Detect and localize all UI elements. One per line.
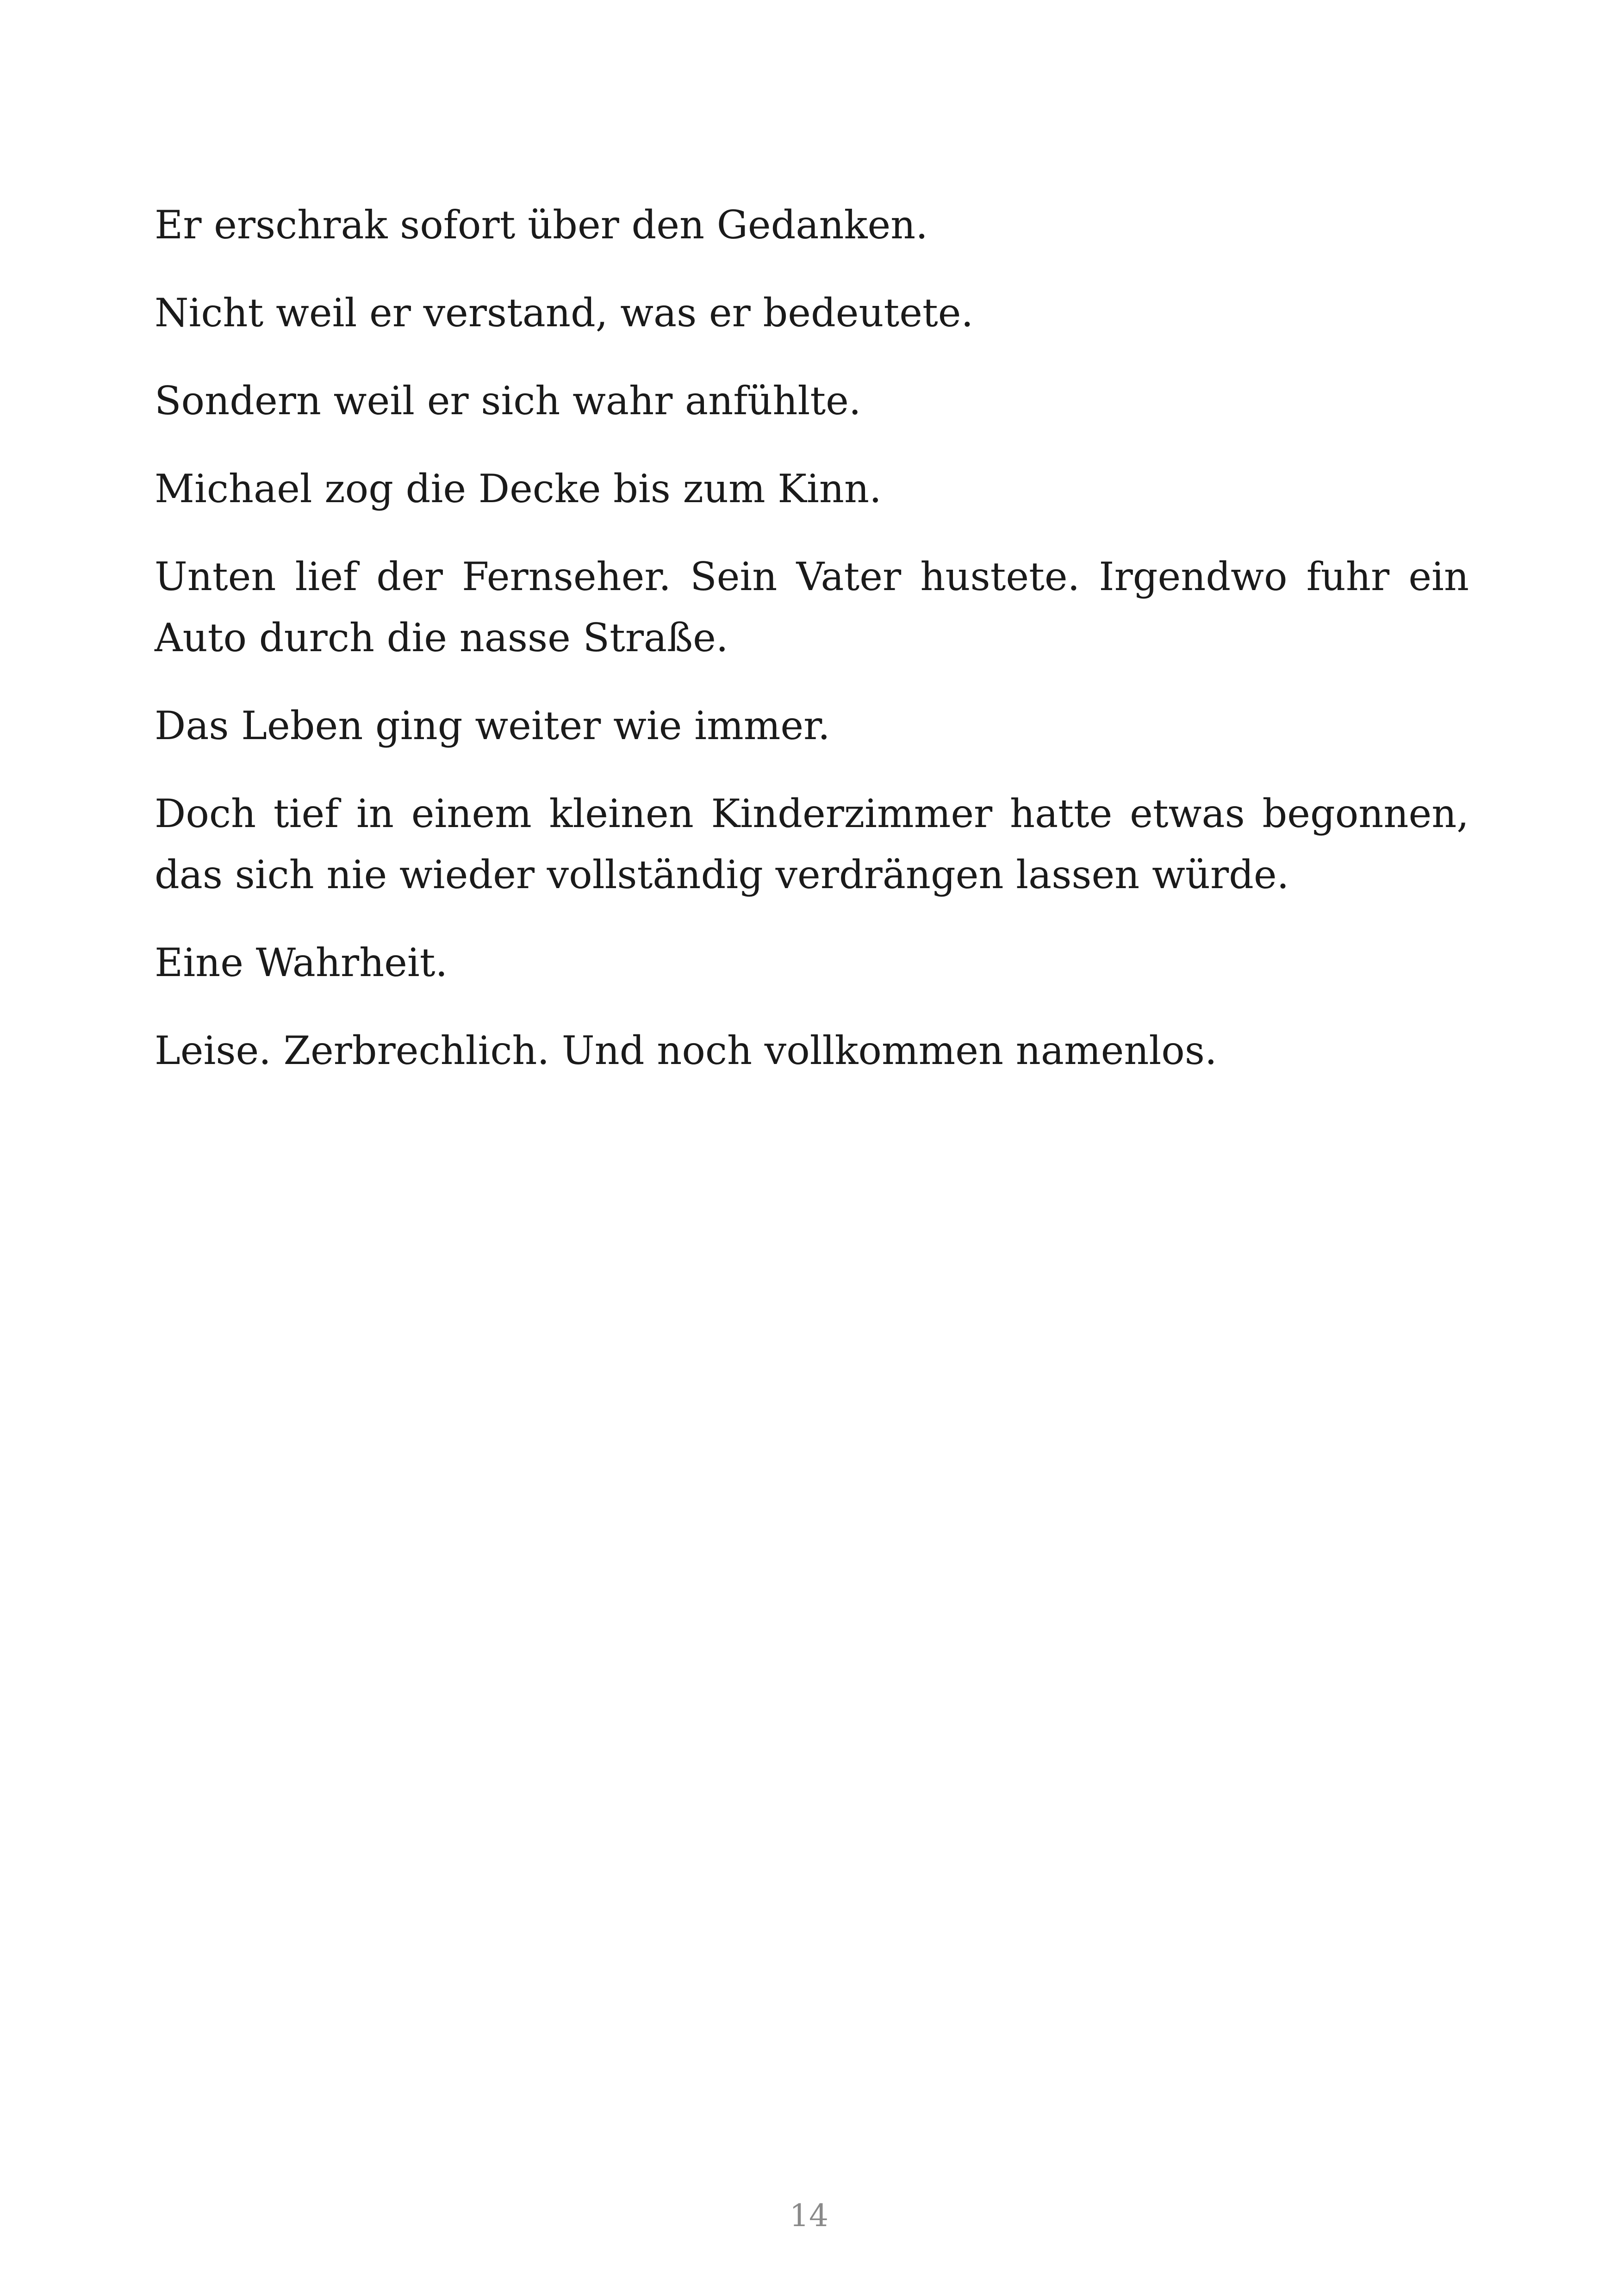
paragraph: Doch tief in einem kleinen Kinderzimmer hatte etwas begonnen, das sich nie wieder vollständig verdrängen lassen würde. xyxy=(155,791,1469,897)
paragraph: Sondern weil er sich wahr anfühlte. xyxy=(155,378,861,423)
paragraph: Das Leben ging weiter wie immer. xyxy=(155,703,830,748)
page-number: 14 xyxy=(790,2198,828,2234)
paragraph: Nicht weil er verstand, was er bedeutete. xyxy=(155,290,974,336)
paragraph: Leise. Zerbrechlich. Und noch vollkommen namenlos. xyxy=(155,1028,1217,1073)
paragraph: Unten lief der Fernseher. Sein Vater hustete. Irgendwo fuhr ein Auto durch die nasse Straße. xyxy=(155,554,1469,660)
paragraph: Eine Wahrheit. xyxy=(155,940,448,985)
paragraph: Er erschrak sofort über den Gedanken. xyxy=(155,202,928,248)
body-text xyxy=(155,194,1469,1108)
paragraph: Michael zog die Decke bis zum Kinn. xyxy=(155,466,882,511)
